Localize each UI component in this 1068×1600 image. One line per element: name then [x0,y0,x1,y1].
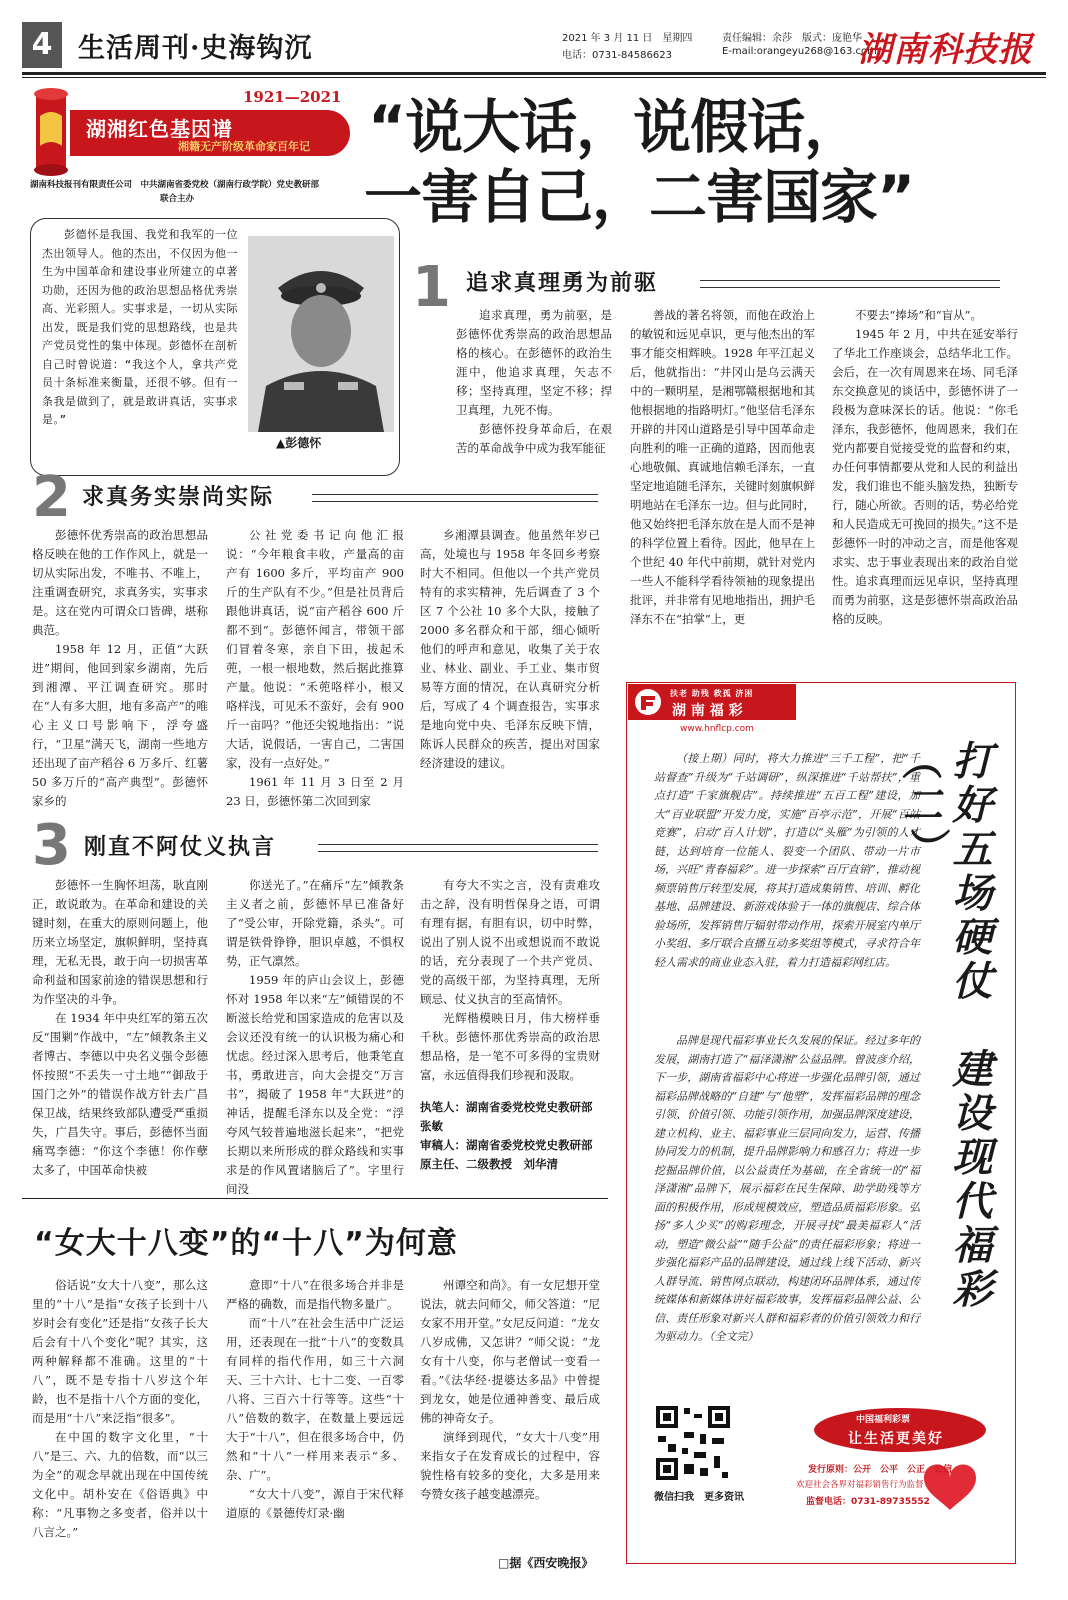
editors: 责任编辑：余莎 版式：庞艳华 [722,33,862,44]
paragraph: 而“十八”在社会生活中广泛运用，还表现在一批“十八”的变数具有同样的指代作用，如三十六洞天、三十六计、七十二变、一百零八将、三百六十行等等。这些“十八”倍数的数字，在数量上要远远大于“十八”，但在很多场合中，仍然和“十八”一样用来表示“多、杂、广”。 [226,1316,404,1482]
paragraph: 1961 年 11 月 3 日至 2 月 23 日，彭德怀第二次回到家 [226,775,404,808]
intro-text: 彭德怀是我国、我党和我军的一位杰出领导人。他的杰出，不仅因为他一生为中国革命和建设事业所建立的卓著功勋，还因为他的政治思想品格优秀崇高、光彩照人。实事求是，一切从实际出发，既是我们党的思想路线，也是共产党员党性的集中体现。彭德怀在剖析自己时曾说道：“我这个人，拿共产党员十条标准来衡量，还很不够。但有一条我是做到了，就是敢讲真话，实事求是。” [42,228,238,426]
section-2-title: 求真务实崇尚实际 [82,484,275,510]
lottery-logo: 中国福利彩票 [856,1415,911,1425]
qr-caption: 微信扫我 更多资讯 [654,1492,744,1503]
section-3-number: 3 [32,813,71,878]
section-2-col1 [32,526,208,808]
paragraph: 在 1934 年中央红军的第五次反“围剿”作战中，“左”倾教条主义者博古、李德以中央名义强令彭德怀按照“不丢失一寸土地”“御敌于国门之外”的错误作战方针去广昌保卫战，结果终致部队遭受严重损失，广昌失守。事后，彭德怀当面痛骂李德：“你这个李德！你作孽太多了，中国革命快被 [32,1011,208,1177]
paragraph: 在中国的数字文化里，“十八”是三、六、九的倍数，而“以三为全”的观念早就出现在中国传统文化中。胡朴安在《俗语典》中称：“凡事物之多变者，俗并以十八言之。” [32,1430,208,1539]
section-3-rule [318,844,598,852]
ad-vertical-title: 打好五场硬仗 建设现代福彩（二） [896,740,993,1312]
badge-hosts-suffix: 联合主办 [160,194,195,204]
ad-body-1: （接上期）同时，将大力推进“三千工程”，把“千站督查”升级为“千站调研”，纵深推进“千站帮扶”，重点打造“千家旗舰店”。持续推进“五百工程”建设，加大“百业联盟”开发力度，实施“百亭示范”，开展“百站竞赛”，启动“百人计划”，打造以“头雁”为引领的人才链，达到培育一位能人、裂变一个团队、带动一片市场，兴旺“青春福彩”。进一步探索“百厅直销”，推动视频票销售厅转型发展，将其打造成集销售、培训、孵化基地、品牌建设、新游戏体验于一体的旗舰店、综合体验场所，发挥销售厅辐射带动作用，探索开展室内单厅小奖组、多厅联合直播互动多奖组等模式，寻求符合年轻人需求的商业业态入驻，着力打造福彩网红店。 [654,752,920,969]
section-1-title: 追求真理勇为前驱 [466,270,659,296]
section-1-col1 [456,306,612,456]
email: E-mail:orangeyu268@163.com [722,46,877,57]
article2-top-rule [22,1198,608,1199]
section-3-title: 刚直不阿仗义执言 [84,834,277,860]
section-1-col2 [630,306,815,656]
paragraph: 彭德怀投身革命后，在艰苦的革命战争中成为我军能征 [456,422,612,455]
main-headline-line2: 一害自己，二害国家” [364,163,915,231]
phone: 电话：0731-84586623 [562,50,672,61]
paragraph: 1959 年的庐山会议上，彭德怀对 1958 年以来“左”倾错误的不断滋长给党和国家造成的危害以及会议还没有统一的认识极为痛心和忧虑。经过深入思考后，他秉笔直书，勇敢进言，向大会提交“万言书”，揭破了 1958 年“大跃进”的神话，提醒毛泽东以及全党：“浮夸风气较普遍地滋长起来”，“把党长期以来所形成的群众路线和实事求是的作风置诸脑后了”。字里行间没 [226,973,404,1196]
portrait-photo [248,236,394,432]
ad-website: www.hnflcp.com [680,724,754,734]
article2-headline: “女大十八变”的“十八”为何意 [34,1226,458,1261]
paragraph: 州谭空和尚》。有一女尼想开堂说法，就去问师父，师父答道：“尼女家不用开堂。”女尼反问道：“龙女八岁成佛，又怎讲？”师父说：“龙女有十八变，你与老僧试一变看一看。”《法华经·提婆达多品》中曾提到龙女，她是位通神善变、最后成佛的神奇女子。 [420,1278,600,1425]
paragraph: 彭德怀优秀崇高的政治思想品格反映在他的工作作风上，就是一切从实际出发，不唯书、不唯上，注重调查研究，求真务实，实事求是。这在党内可谓众口皆碑，堪称典范。 [32,528,208,637]
section-2-col3 [420,526,600,808]
masthead-logo: 湖南科技报 [858,30,1033,70]
section-2-number: 2 [32,465,71,530]
article2-col3 [420,1276,600,1540]
section-title: 生活周刊·史海钩沉 [78,33,313,64]
article2-col1 [32,1276,208,1578]
issue-date: 2021 年 3 月 11 日 星期四 [562,33,693,44]
section-3-col3 [420,876,600,1082]
qr-code[interactable] [654,1404,732,1482]
series-badge [28,86,358,176]
paragraph: 有夸大不实之言，没有责难攻击之辞，没有明哲保身之语，可谓有理有据，有胆有识，切中时弊，说出了别人说不出或想说而不敢说的话，充分表现了一个共产党员、党的高级干部，为坚持真理，无所顾忌、仗义执言的至高情怀。 [420,878,600,1006]
badge-subtitle: 湘籍无产阶级革命家百年记 [178,140,310,153]
paragraph: 不要去“捧场”和“盲从”。 [855,308,983,322]
paragraph: “女大十八变”，源自于宋代释道原的《景德传灯录·幽 [226,1487,404,1520]
header-rule [22,72,1046,75]
paragraph: 演绎到现代，“女大十八变”用来指女子在发育成长的过程中，容貌性格有较多的变化，大多是用来夸赞女孩子越变越漂亮。 [420,1430,600,1501]
paragraph: 公社党委书记向他汇报说：“今年粮食丰收，产量高的亩产有 1600 多斤，平均亩产 900 斤的生产队有不少。”但是社员背后跟他讲真话，说“亩产稻谷 600 斤都不到”。彭德怀闻言，带领干部们冒着冬寒，亲自下田，拔起禾蔸，一根一根地数，然后据此推算产量。他说：“禾蔸咯样小，根又咯样浅，可见禾不蛮好，会有 900 斤一亩吗？”他还尖锐地指出：“说大话，说假话，一害自己，二害国家，没有一点好处。” [226,528,404,770]
article2-source: □据《西安晚报》 [498,1556,594,1570]
badge-hosts: 湖南科技报刊有限责任公司 中共湖南省委党校（湖南行政学院）党史教研部 [30,180,320,190]
paragraph: 1945 年 2 月，中共在延安举行了华北工作座谈会，总结华北工作。会后，在一次有周恩来在场、同毛泽东交换意见的谈话中，彭德怀讲了一段极为意味深长的话。他说：“你毛泽东，我彭德怀，他周恩来，我们在党内都要自觉接受党的监督和约束，办任何事情都要从党和人民的利益出发，我们谁也不能头脑发热，独断专行，随心所欲。否则的话，势必给党和人民造成无可挽回的损失。”这不是彭德怀一时的冲动之言，而是他客观求实、忠于事业表现出来的政治自觉性。追求真理而远见卓识，坚持真理而勇为前驱，这是彭德怀崇高政治品格的反映。 [832,327,1018,626]
page-number: 4 [31,27,53,62]
header-rule-thin [22,77,1046,78]
section-1-number: 1 [412,255,451,320]
page-number-box [22,22,62,68]
article2-col2 [226,1276,404,1578]
author-credit: 执笔人：湖南省委党校党史教研部 张敏 [420,1100,604,1133]
lottery-slogan: 让生活更美好 [848,1431,944,1447]
lottery-hotline: 监督电话：0731-89735552 [806,1497,930,1507]
paragraph: 1958 年 12 月，正值“大跃进”期间，他回到家乡湖南，先后到湘潭、平江调查研究。那时在“人有多大胆，地有多高产”的唯心主义口号影响下，浮夸盛行，“卫星”满天飞，湖南一些地方还出现了亩产稻谷 6 万多斤、红薯 50 多万斤的“高产典型”。彭德怀家乡的 [32,642,208,808]
section-3-col2 [226,876,404,1196]
section-2-rule [312,494,598,502]
paragraph: 善战的著名将领，而他在政治上的敏锐和远见卓识，更与他杰出的军事才能交相辉映。1928 年平江起义后，他就指出：“井冈山是乌云满天中的一颗明星，是湘鄂赣根据地和其他根据地的指路明灯。”他坚信毛泽东开辟的井冈山道路是引导中国革命走向胜利的唯一正确的道路，因而他衷心地敬佩、真诚地信赖毛泽东，一直坚定地追随毛泽东，关键时刻旗帜鲜明地站在毛泽东一边。但与此同时，他又始终把毛泽东放在是人而不是神的科学位置上看待。因此，他早在上个世纪 40 年代中前期，就针对党内一些人不能科学看待领袖的现象提出批评，并非常有见地地指出，拥护毛泽东不在“拍掌”上，更 [630,308,815,626]
main-headline-line1: “说大话，说假话， [368,93,862,161]
photo-caption: ▲彭德怀 [276,436,322,450]
lottery-supervision: 欢迎社会各界对福彩销售行为监督 [796,1480,924,1490]
section-1-col3 [832,306,1018,656]
fucai-logo-icon [633,688,663,716]
reviewer-credit: 审稿人：湖南省委党校党史教研部原主任、二级教授 刘华清 [420,1138,593,1171]
portrait-figure-icon [248,236,394,432]
badge-title: 湖湘红色基因谱 [86,117,233,141]
paragraph: 光辉楷模映日月，伟大榜样垂千秋。彭德怀那优秀崇高的政治思想品格，是一笔不可多得的宝贵财富，永远值得我们珍视和汲取。 [420,1011,600,1082]
section-3-col1 [32,876,208,1184]
paragraph: 彭德怀一生胸怀坦荡，耿直刚正，敢说敢为。在革命和建设的关键时刻，在重大的原则问题上，他历来立场坚定，旗帜鲜明，坚持真理，无私无畏，敢于向一切损害革命利益和国家前途的错误思想和行为作坚决的斗争。 [32,878,208,1006]
ad-brand-tagline: 扶老 助残 救孤 济困 [670,689,754,698]
paragraph: 俗话说“女大十八变”，那么这里的“十八”是指“女孩子长到十八岁时会有变化”还是指“女孩子长大后会有十八个变化”呢？其实，这两种解释都不准确。这里的“十八”，既不是专指十八岁这个年龄，也不是指十八个方面的变化，而是用“十八”来泛指“很多”。 [32,1278,208,1425]
section-1-rule [700,280,1000,288]
paragraph: 意即“十八”在很多场合并非是严格的确数，而是指代物多量广。 [226,1278,404,1311]
section-2-col2 [226,526,404,808]
paragraph: 追求真理，勇为前驱，是彭德怀优秀崇高的政治思想品格的核心。在彭德怀的政治生涯中，他追求真理，矢志不移；坚持真理，坚定不移；捍卫真理，九死不悔。 [456,308,612,417]
ad-body-2: 品牌是现代福彩事业长久发展的保证。经过多年的发展，湖南打造了“福泽潇湘”公益品牌。曾波彦介绍，下一步，湖南省福彩中心将进一步强化品牌引领，通过福彩品牌战略的“自建”与“他塑”，发挥福彩品牌的理念引领、价值引领、功能引领作用，加强品牌深度建设，建立机构、业主、福彩事业三层同向发力，运营、传播协同发力的机制，提升品牌影响力和感召力；将进一步挖掘品牌价值，以公益责任为基础，在全省统一的“福泽潇湘”品牌下，展示福彩在民生保障、助学助残等方面的积极作用，形成规模效应，塑造品质福彩形象。弘扬“多人少买”的购彩理念，开展寻找“最美福彩人”活动，塑造“微公益”“随手公益”的责任福彩形象；将进一步强化福彩产品的品牌建设，通过线上线下活动、新兴人群导流、销售网点联动，构建闭环品牌体系，通过传统媒体和新媒体讲好福彩故事，发挥福彩品牌公益、公信、责任形象对新兴人群和福彩者的价值引领效力和行为驱动力。（全文完） [654,1034,920,1343]
badge-years: 1921—2021 [243,88,342,106]
paragraph: 你送光了。”在痛斥“左”倾教条主义者之前，彭德怀早已准备好了“受公审，开除党籍，杀头”。可谓是铁骨铮铮，胆识卓越，不惧权势，正气凛然。 [226,878,404,968]
lottery-principles: 发行原则：公开 公平 公正 公信 [808,1465,953,1475]
paragraph: 乡湘潭县调查。他虽然年岁已高，处境也与 1958 年冬回乡考察时大不相同。但他以一个共产党员特有的求实精神，先后调查了 3 个区 7 个公社 10 多个大队，接触了 2000 多名群众和干部，细心倾听他们的呼声和意见，收集了关于农业、林业、副业、手工业、集市贸易等方面的情况，在认真研究分析后，写成了 4 个调查报告，实事求是地向党中央、毛泽东反映下情，陈诉人民群众的疾苦，提出对国家经济建设的建议。 [420,528,600,770]
ad-brand-name: 湖 南 福 彩 [672,703,743,719]
